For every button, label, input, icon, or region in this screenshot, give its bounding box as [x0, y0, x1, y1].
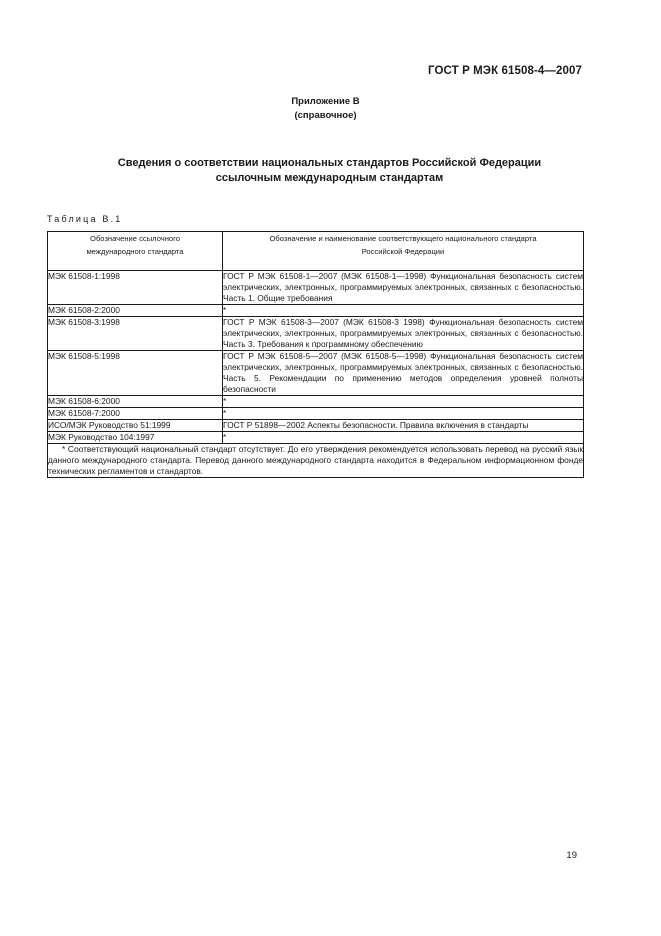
annex-heading	[0, 95, 661, 123]
table-row	[48, 432, 584, 444]
document-code: ГОСТ Р МЭК 61508-4—2007	[428, 65, 582, 77]
table-row	[48, 271, 584, 305]
header-col1-line1: Обозначение ссылочного	[90, 234, 180, 243]
annex-subtitle: (справочное)	[294, 110, 357, 121]
page-number: 19	[566, 850, 577, 861]
reference-cell: МЭК 61508-7:2000	[48, 408, 223, 420]
table-row	[48, 317, 584, 351]
header-col2-line1: Обозначение и наименование соответствующего национального стандарта	[269, 234, 537, 243]
national-cell: *	[223, 305, 584, 317]
national-cell: ГОСТ Р 51898—2002 Аспекты безопасности. Правила включения в стандарты	[223, 420, 584, 432]
header-col2-line2: Российской Федерации	[361, 247, 445, 256]
header-national-standard	[223, 232, 584, 271]
table-row	[48, 305, 584, 317]
annex-title: Приложение В	[291, 96, 360, 107]
table-row	[48, 351, 584, 396]
reference-cell: МЭК 61508-5:1998	[48, 351, 223, 396]
national-cell: *	[223, 432, 584, 444]
reference-cell: МЭК 61508-3:1998	[48, 317, 223, 351]
section-title	[0, 156, 661, 186]
reference-cell: МЭК 61508-6:2000	[48, 396, 223, 408]
section-title-line-1: Сведения о соответствии национальных стандартов Российской Федерации	[117, 157, 542, 169]
table-row	[48, 396, 584, 408]
national-cell: ГОСТ Р МЭК 61508-3—2007 (МЭК 61508-3 1998) Функциональная безопасность систем электрических, электронных, программируемых электронных, связанных с безопасностью. Часть 3. Требования к программному обеспечению	[223, 317, 583, 349]
header-col1-line2: международного стандарта	[86, 247, 184, 256]
national-cell: ГОСТ Р МЭК 61508-1—2007 (МЭК 61508-1—1998) Функциональная безопасность систем электрических, электронных, программируемых электронных, связанных с безопасностью. Часть 1. Общие требования	[223, 271, 583, 303]
national-cell: *	[223, 408, 584, 420]
standards-correspondence-table	[47, 231, 584, 478]
national-cell: ГОСТ Р МЭК 61508-5—2007 (МЭК 61508-5—1998) Функциональная безопасность систем электрических, электронных, программируемых электронных, связанных с безопасностью. Часть 5. Рекомендации по применению методов определения уровней полноты безопасности	[223, 351, 583, 394]
section-title-line-2: ссылочным международным стандартам	[215, 172, 444, 184]
national-cell: *	[223, 396, 584, 408]
reference-cell: МЭК Руководство 104:1997	[48, 432, 223, 444]
table-footnote: * Соответствующий национальный стандарт отсутствует. До его утверждения рекомендуется использовать перевод на русский язык данного международного стандарта. Перевод данного международного стандарта находится в Федеральном информационном фонде технических регламентов и стандартов.	[48, 444, 583, 476]
reference-cell: МЭК 61508-2:2000	[48, 305, 223, 317]
table-row	[48, 420, 584, 432]
table-header-row	[48, 232, 584, 271]
table-row	[48, 408, 584, 420]
header-reference-standard	[48, 232, 223, 271]
reference-cell: МЭК 61508-1:1998	[48, 271, 223, 305]
table-footnote-row	[48, 444, 584, 478]
reference-cell: ИСО/МЭК Руководство 51:1999	[48, 420, 223, 432]
table-label: Таблица В.1	[47, 214, 123, 224]
